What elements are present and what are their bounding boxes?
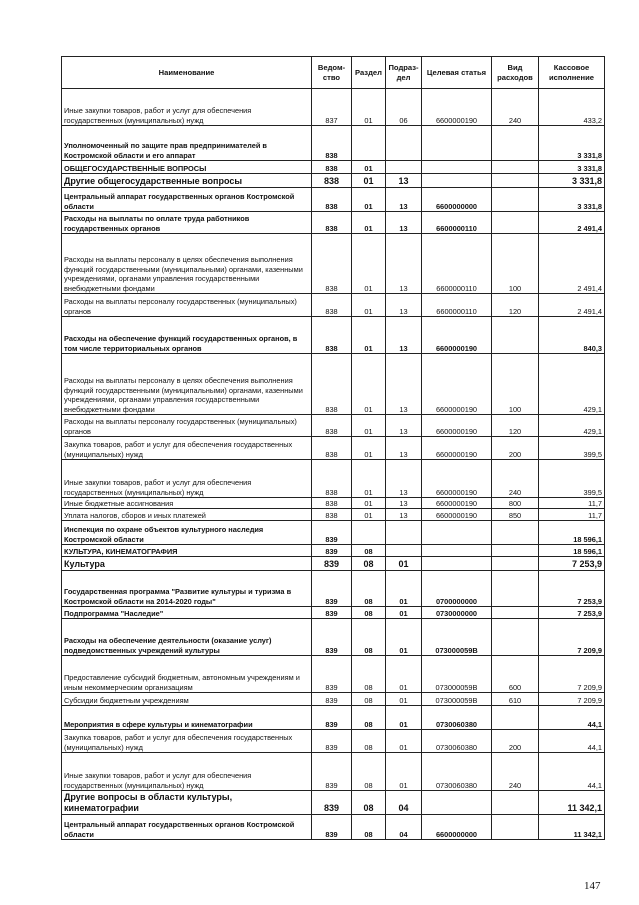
row-ved-cell: 839 — [312, 521, 352, 545]
row-vid-cell: 800 — [492, 498, 539, 509]
row-vid-cell — [492, 791, 539, 815]
row-razdel-cell: 01 — [352, 437, 386, 460]
row-statya-cell: 073000059В — [422, 656, 492, 693]
row-statya-cell: 6600000190 — [422, 498, 492, 509]
row-razdel-cell — [352, 521, 386, 545]
row-name-cell: Инспекция по охране объектов культурного наследия Костромской области — [62, 521, 312, 545]
table-row — [62, 815, 605, 840]
row-ved-cell: 838 — [312, 174, 352, 188]
row-podrazdel-cell: 13 — [386, 174, 422, 188]
row-ved-cell: 839 — [312, 545, 352, 557]
row-vid-cell — [492, 619, 539, 656]
row-name-cell: Центральный аппарат государственных органов Костромской области — [62, 188, 312, 212]
row-razdel-cell: 08 — [352, 571, 386, 607]
table-row — [62, 317, 605, 354]
row-sum-cell: 433,2 — [539, 89, 605, 126]
row-ved-cell: 838 — [312, 161, 352, 174]
row-vid-cell — [492, 571, 539, 607]
row-vid-cell — [492, 188, 539, 212]
row-podrazdel-cell: 13 — [386, 212, 422, 234]
table-row — [62, 415, 605, 437]
row-vid-cell: 850 — [492, 509, 539, 521]
row-name-cell: Другие вопросы в области культуры, кинематографии — [62, 791, 312, 815]
header-sum: Кассовое исполнение — [539, 57, 605, 89]
row-sum-cell: 7 209,9 — [539, 619, 605, 656]
row-podrazdel-cell: 01 — [386, 693, 422, 706]
row-podrazdel-cell — [386, 126, 422, 161]
row-podrazdel-cell: 01 — [386, 730, 422, 753]
row-vid-cell: 100 — [492, 234, 539, 294]
row-statya-cell: 0730060380 — [422, 730, 492, 753]
row-razdel-cell: 01 — [352, 174, 386, 188]
row-razdel-cell: 08 — [352, 730, 386, 753]
row-sum-cell: 11,7 — [539, 509, 605, 521]
row-statya-cell — [422, 545, 492, 557]
row-razdel-cell: 08 — [352, 557, 386, 571]
row-vid-cell: 240 — [492, 753, 539, 791]
row-ved-cell: 837 — [312, 89, 352, 126]
row-sum-cell: 429,1 — [539, 354, 605, 415]
row-razdel-cell: 01 — [352, 212, 386, 234]
row-name-cell: Расходы на обеспечение деятельности (оказание услуг) подведомственных учреждений культуры — [62, 619, 312, 656]
row-razdel-cell: 08 — [352, 791, 386, 815]
row-ved-cell: 839 — [312, 706, 352, 730]
row-razdel-cell: 01 — [352, 89, 386, 126]
row-sum-cell: 44,1 — [539, 706, 605, 730]
table-row — [62, 619, 605, 656]
row-podrazdel-cell — [386, 545, 422, 557]
row-statya-cell: 6600000110 — [422, 212, 492, 234]
row-statya-cell: 6600000190 — [422, 437, 492, 460]
row-podrazdel-cell: 13 — [386, 188, 422, 212]
row-name-cell: Государственная программа "Развитие культуры и туризма в Костромской области на 2014-2020 годы" — [62, 571, 312, 607]
row-podrazdel-cell: 01 — [386, 706, 422, 730]
row-ved-cell: 839 — [312, 730, 352, 753]
row-name-cell: Субсидии бюджетным учреждениям — [62, 693, 312, 706]
row-name-cell: Закупка товаров, работ и услуг для обеспечения государственных (муниципальных) нужд — [62, 437, 312, 460]
row-podrazdel-cell: 01 — [386, 753, 422, 791]
row-podrazdel-cell: 13 — [386, 234, 422, 294]
row-statya-cell: 0700000000 — [422, 571, 492, 607]
row-name-cell: Закупка товаров, работ и услуг для обеспечения государственных (муниципальных) нужд — [62, 730, 312, 753]
row-statya-cell: 6600000190 — [422, 89, 492, 126]
header-vid: Вид расходов — [492, 57, 539, 89]
row-statya-cell — [422, 161, 492, 174]
row-name-cell: Уполномоченный по защите прав предпринимателей в Костромской области и его аппарат — [62, 126, 312, 161]
row-podrazdel-cell: 01 — [386, 607, 422, 619]
row-podrazdel-cell: 01 — [386, 656, 422, 693]
row-razdel-cell: 08 — [352, 607, 386, 619]
row-statya-cell: 6600000190 — [422, 509, 492, 521]
table-body — [62, 89, 605, 840]
table-row — [62, 509, 605, 521]
table-row — [62, 498, 605, 509]
row-statya-cell: 0730060380 — [422, 753, 492, 791]
table-row — [62, 545, 605, 557]
row-podrazdel-cell — [386, 521, 422, 545]
table-row — [62, 693, 605, 706]
row-razdel-cell: 01 — [352, 161, 386, 174]
table-row — [62, 791, 605, 815]
row-vid-cell: 200 — [492, 437, 539, 460]
row-podrazdel-cell: 13 — [386, 354, 422, 415]
header-ved: Ведом-ство — [312, 57, 352, 89]
header-name: Наименование — [62, 57, 312, 89]
row-sum-cell: 429,1 — [539, 415, 605, 437]
table-row — [62, 212, 605, 234]
row-vid-cell — [492, 706, 539, 730]
table-row — [62, 753, 605, 791]
row-razdel-cell: 08 — [352, 545, 386, 557]
row-ved-cell: 838 — [312, 509, 352, 521]
row-vid-cell — [492, 815, 539, 840]
row-statya-cell: 6600000110 — [422, 234, 492, 294]
row-razdel-cell: 08 — [352, 619, 386, 656]
row-statya-cell: 6600000190 — [422, 415, 492, 437]
row-ved-cell: 838 — [312, 126, 352, 161]
row-razdel-cell: 01 — [352, 415, 386, 437]
row-sum-cell: 7 209,9 — [539, 693, 605, 706]
table-row — [62, 730, 605, 753]
row-ved-cell: 839 — [312, 815, 352, 840]
row-sum-cell: 399,5 — [539, 437, 605, 460]
row-name-cell: Предоставление субсидий бюджетным, автономным учреждениям и иным некоммерческим организациям — [62, 656, 312, 693]
row-vid-cell — [492, 557, 539, 571]
row-statya-cell — [422, 557, 492, 571]
row-sum-cell: 11 342,1 — [539, 815, 605, 840]
row-sum-cell: 840,3 — [539, 317, 605, 354]
row-sum-cell: 2 491,4 — [539, 234, 605, 294]
row-podrazdel-cell: 13 — [386, 460, 422, 498]
table-row — [62, 656, 605, 693]
row-name-cell: Расходы на выплаты персоналу в целях обеспечения выполнения функций государственными (муниципальными) органами, казенными учреждениями, органами управления государственными внебюджетными фондами — [62, 354, 312, 415]
row-vid-cell — [492, 545, 539, 557]
row-vid-cell: 120 — [492, 294, 539, 317]
row-vid-cell — [492, 521, 539, 545]
row-name-cell: Другие общегосударственные вопросы — [62, 174, 312, 188]
row-sum-cell: 2 491,4 — [539, 294, 605, 317]
header-statya: Целевая статья — [422, 57, 492, 89]
row-podrazdel-cell: 01 — [386, 619, 422, 656]
row-podrazdel-cell — [386, 161, 422, 174]
row-sum-cell: 3 331,8 — [539, 188, 605, 212]
row-sum-cell: 11 342,1 — [539, 791, 605, 815]
row-razdel-cell: 08 — [352, 706, 386, 730]
row-name-cell: ОБЩЕГОСУДАРСТВЕННЫЕ ВОПРОСЫ — [62, 161, 312, 174]
table-row — [62, 607, 605, 619]
row-name-cell: КУЛЬТУРА, КИНЕМАТОГРАФИЯ — [62, 545, 312, 557]
row-vid-cell: 200 — [492, 730, 539, 753]
row-ved-cell: 839 — [312, 557, 352, 571]
row-vid-cell: 100 — [492, 354, 539, 415]
table-row — [62, 234, 605, 294]
row-name-cell: Иные закупки товаров, работ и услуг для обеспечения государственных (муниципальных) нужд — [62, 89, 312, 126]
row-sum-cell: 11,7 — [539, 498, 605, 509]
row-statya-cell: 6600000000 — [422, 815, 492, 840]
row-statya-cell: 073000059В — [422, 619, 492, 656]
row-vid-cell: 240 — [492, 89, 539, 126]
table-row — [62, 706, 605, 730]
row-ved-cell: 839 — [312, 571, 352, 607]
row-name-cell: Центральный аппарат государственных органов Костромской области — [62, 815, 312, 840]
row-ved-cell: 839 — [312, 607, 352, 619]
row-razdel-cell: 08 — [352, 693, 386, 706]
row-razdel-cell: 08 — [352, 815, 386, 840]
row-ved-cell: 839 — [312, 619, 352, 656]
row-podrazdel-cell: 13 — [386, 498, 422, 509]
row-sum-cell: 18 596,1 — [539, 545, 605, 557]
row-ved-cell: 838 — [312, 212, 352, 234]
row-statya-cell: 0730000000 — [422, 607, 492, 619]
row-podrazdel-cell: 04 — [386, 791, 422, 815]
header-razdel: Раздел — [352, 57, 386, 89]
row-podrazdel-cell: 13 — [386, 317, 422, 354]
row-razdel-cell: 08 — [352, 753, 386, 791]
row-statya-cell: 6600000000 — [422, 188, 492, 212]
row-sum-cell: 7 253,9 — [539, 571, 605, 607]
table-row — [62, 521, 605, 545]
row-name-cell: Расходы на выплаты персоналу в целях обеспечения выполнения функций государственными (муниципальными) органами, казенными учреждениями, органами управления государственными внебюджетными фондами — [62, 234, 312, 294]
budget-table — [61, 56, 605, 840]
row-name-cell: Иные закупки товаров, работ и услуг для обеспечения государственных (муниципальных) нужд — [62, 753, 312, 791]
row-sum-cell: 7 253,9 — [539, 557, 605, 571]
row-ved-cell: 839 — [312, 693, 352, 706]
row-sum-cell: 7 209,9 — [539, 656, 605, 693]
row-ved-cell: 838 — [312, 294, 352, 317]
row-statya-cell: 6600000110 — [422, 294, 492, 317]
row-statya-cell: 6600000190 — [422, 354, 492, 415]
row-sum-cell: 7 253,9 — [539, 607, 605, 619]
row-vid-cell: 600 — [492, 656, 539, 693]
row-razdel-cell: 01 — [352, 498, 386, 509]
row-razdel-cell — [352, 126, 386, 161]
row-vid-cell — [492, 317, 539, 354]
row-razdel-cell: 08 — [352, 656, 386, 693]
page-number: 147 — [584, 880, 601, 892]
table-header-row — [62, 57, 605, 89]
table-row — [62, 460, 605, 498]
row-vid-cell — [492, 161, 539, 174]
row-ved-cell: 838 — [312, 188, 352, 212]
row-razdel-cell: 01 — [352, 460, 386, 498]
row-sum-cell: 2 491,4 — [539, 212, 605, 234]
table-row — [62, 126, 605, 161]
row-ved-cell: 839 — [312, 791, 352, 815]
row-sum-cell: 3 331,8 — [539, 126, 605, 161]
row-ved-cell: 839 — [312, 656, 352, 693]
row-name-cell: Уплата налогов, сборов и иных платежей — [62, 509, 312, 521]
row-vid-cell — [492, 212, 539, 234]
row-name-cell: Иные бюджетные ассигнования — [62, 498, 312, 509]
row-statya-cell — [422, 791, 492, 815]
row-razdel-cell: 01 — [352, 294, 386, 317]
row-ved-cell: 838 — [312, 498, 352, 509]
row-ved-cell: 839 — [312, 753, 352, 791]
row-ved-cell: 838 — [312, 234, 352, 294]
row-vid-cell: 240 — [492, 460, 539, 498]
row-sum-cell: 18 596,1 — [539, 521, 605, 545]
row-razdel-cell: 01 — [352, 234, 386, 294]
row-sum-cell: 3 331,8 — [539, 174, 605, 188]
row-name-cell: Расходы на выплаты по оплате труда работников государственных органов — [62, 212, 312, 234]
row-name-cell: Подпрограмма "Наследие" — [62, 607, 312, 619]
row-name-cell: Расходы на выплаты персоналу государственных (муниципальных) органов — [62, 294, 312, 317]
table-row — [62, 174, 605, 188]
row-razdel-cell: 01 — [352, 188, 386, 212]
table-row — [62, 294, 605, 317]
table-row — [62, 571, 605, 607]
row-podrazdel-cell: 01 — [386, 557, 422, 571]
row-statya-cell — [422, 126, 492, 161]
row-sum-cell: 44,1 — [539, 753, 605, 791]
row-ved-cell: 838 — [312, 354, 352, 415]
table-row — [62, 354, 605, 415]
table-row — [62, 161, 605, 174]
row-statya-cell: 6600000190 — [422, 460, 492, 498]
row-razdel-cell: 01 — [352, 354, 386, 415]
row-name-cell: Иные закупки товаров, работ и услуг для обеспечения государственных (муниципальных) нужд — [62, 460, 312, 498]
table-row — [62, 557, 605, 571]
row-podrazdel-cell: 13 — [386, 294, 422, 317]
row-razdel-cell: 01 — [352, 317, 386, 354]
row-podrazdel-cell: 06 — [386, 89, 422, 126]
row-podrazdel-cell: 01 — [386, 571, 422, 607]
row-vid-cell: 120 — [492, 415, 539, 437]
table-row — [62, 188, 605, 212]
row-razdel-cell: 01 — [352, 509, 386, 521]
table-row — [62, 437, 605, 460]
row-vid-cell — [492, 126, 539, 161]
row-sum-cell: 44,1 — [539, 730, 605, 753]
row-name-cell: Расходы на выплаты персоналу государственных (муниципальных) органов — [62, 415, 312, 437]
row-statya-cell — [422, 174, 492, 188]
row-ved-cell: 838 — [312, 415, 352, 437]
row-statya-cell: 073000059В — [422, 693, 492, 706]
row-podrazdel-cell: 13 — [386, 509, 422, 521]
header-podrazdel: Подраз-дел — [386, 57, 422, 89]
row-sum-cell: 399,5 — [539, 460, 605, 498]
row-ved-cell: 838 — [312, 317, 352, 354]
row-statya-cell — [422, 521, 492, 545]
row-ved-cell: 838 — [312, 437, 352, 460]
row-podrazdel-cell: 13 — [386, 415, 422, 437]
row-vid-cell — [492, 607, 539, 619]
row-statya-cell: 6600000190 — [422, 317, 492, 354]
row-podrazdel-cell: 04 — [386, 815, 422, 840]
row-ved-cell: 838 — [312, 460, 352, 498]
table-row — [62, 89, 605, 126]
row-sum-cell: 3 331,8 — [539, 161, 605, 174]
row-name-cell: Культура — [62, 557, 312, 571]
row-statya-cell: 0730060380 — [422, 706, 492, 730]
row-vid-cell — [492, 174, 539, 188]
row-vid-cell: 610 — [492, 693, 539, 706]
row-name-cell: Мероприятия в сфере культуры и кинематографии — [62, 706, 312, 730]
row-podrazdel-cell: 13 — [386, 437, 422, 460]
row-name-cell: Расходы на обеспечение функций государственных органов, в том числе территориальных органов — [62, 317, 312, 354]
